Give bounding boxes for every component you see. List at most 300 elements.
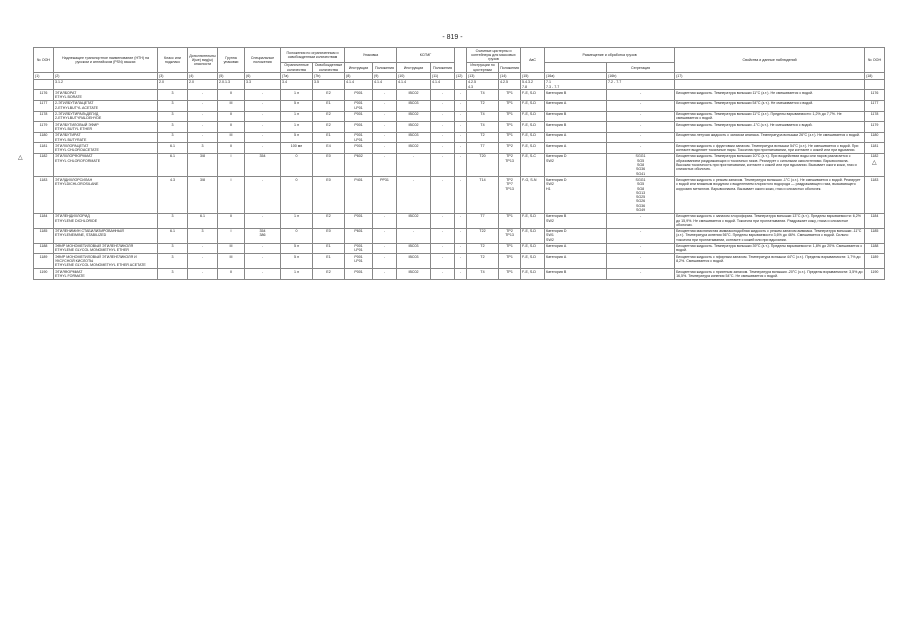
column-number: (12) <box>455 73 467 79</box>
cell-num: 1189 <box>34 254 54 269</box>
cell-ii: IBC03 <box>397 243 431 254</box>
column-ref: 2.0 <box>188 79 218 90</box>
cell-lq: 5 л <box>281 100 313 111</box>
cell-ems: F-G, S-N <box>521 177 545 213</box>
cell-ip: - <box>431 153 455 176</box>
cell-ti: T4 <box>467 111 499 122</box>
cell-extra: 3/8 <box>188 177 218 213</box>
cell-pg: II <box>218 269 245 280</box>
cell-tp: TP2 TP13 <box>499 153 521 176</box>
cell-props: Бесцветная жидкость. Температура вспышки -1°С (з.т.). Не смешивается с водой. <box>675 122 865 133</box>
cell-stow: Категория B <box>545 90 607 101</box>
cell-stow: Категория A <box>545 254 607 269</box>
cell-cls: 3 <box>158 269 188 280</box>
column-number: (6) <box>245 73 281 79</box>
table-row <box>34 254 885 269</box>
cell-seg: - <box>607 228 675 243</box>
cell-extra: 3 <box>188 143 218 154</box>
cell-extra: - <box>188 122 218 133</box>
cell-pi: P001 LP01 <box>345 243 373 254</box>
page-number: - 819 - <box>442 34 463 41</box>
cell-eq: E2 <box>313 122 345 133</box>
cell-extra: - <box>188 90 218 101</box>
cell-ti: T22 <box>467 228 499 243</box>
cell-num: 1177 <box>34 100 54 111</box>
cell-ip: - <box>431 143 455 154</box>
cell-props: Бесцветная жидкость. Температура вспышки 11°С (з.т.). Пределы взрываемости: 1,2% до 7,7%. Не смешивается с водой. <box>675 111 865 122</box>
cell-cls: 4.3 <box>158 177 188 213</box>
cell-extra: - <box>188 269 218 280</box>
cell-sp: - <box>245 177 281 213</box>
cell-pp: PP31 <box>373 177 397 213</box>
cell-ip: - <box>431 122 455 133</box>
cell-t12: - <box>455 228 467 243</box>
cell-ii: IBC02 <box>397 143 431 154</box>
column-ref: 2.0 <box>158 79 188 90</box>
cell-ip: - <box>431 269 455 280</box>
cell-name: ЭТИЛДИХЛОРСИЛАН ETHYLDICHLOROSILANE <box>54 177 158 213</box>
header-limited: Ограниченные количества <box>281 62 313 73</box>
cell-extra: - <box>188 132 218 143</box>
cell-pg: III <box>218 132 245 143</box>
cell-lq: 1 л <box>281 122 313 133</box>
cell-pg: I <box>218 153 245 176</box>
header-segregation: Сегрегация <box>607 62 675 73</box>
cell-extra: - <box>188 111 218 122</box>
cell-tp: TP1 <box>499 122 521 133</box>
cell-lq: 5 л <box>281 243 313 254</box>
table-row <box>34 90 885 101</box>
cell-pp: - <box>373 122 397 133</box>
table-row <box>34 143 885 154</box>
cell-ems: F-E, S-D <box>521 132 545 143</box>
column-ref: 5.4.3.2 7.8 <box>521 79 545 90</box>
cell-lq: 5 л <box>281 132 313 143</box>
header-ibc: КСГМГ <box>397 48 455 63</box>
cell-num2: 1184 <box>865 213 885 228</box>
header-ems: АвС <box>521 48 545 73</box>
cell-t12: - <box>455 254 467 269</box>
column-number: (8) <box>345 73 373 79</box>
header-ibc-prov: Положения <box>431 62 455 73</box>
cell-name: 2-ЭТИЛБУТИРАЛЬДЕГИД 2-ETHYLBUTYRALDEHYDE <box>54 111 158 122</box>
cell-num: 1176 <box>34 90 54 101</box>
cell-tp: TP1 <box>499 243 521 254</box>
cell-pi: P001 <box>345 111 373 122</box>
cell-props: Бесцветная жидкость. Температура вспышки 54°С (з.т.). Не смешивается с водой. <box>675 100 865 111</box>
cell-cls: 3 <box>158 213 188 228</box>
cell-stow: Категория A <box>545 132 607 143</box>
table-row <box>34 177 885 213</box>
cell-ti: T14 <box>467 177 499 213</box>
column-ref: 4.2.5 <box>499 79 521 90</box>
cell-pp: - <box>373 111 397 122</box>
table-row <box>34 132 885 143</box>
cell-pi: P001 <box>345 122 373 133</box>
cell-cls: 6.1 <box>158 143 188 154</box>
cell-t12: - <box>455 122 467 133</box>
header-tanks: Съемные цистерны и контейнеры для массовых грузов <box>467 48 521 63</box>
cell-lq: 5 л <box>281 254 313 269</box>
cell-ii: IBC02 <box>397 269 431 280</box>
column-number: (16a) <box>545 73 607 79</box>
cell-ems: F-E, S-D <box>521 213 545 228</box>
cell-ii: - <box>397 228 431 243</box>
cell-tp: TP1 <box>499 213 521 228</box>
column-ref: 4.1.4 <box>431 79 455 90</box>
change-mark-icon: △ <box>18 155 23 162</box>
cell-eq: E1 <box>313 100 345 111</box>
column-ref: 3.1.2 <box>54 79 158 90</box>
column-number: (4) <box>188 73 218 79</box>
cell-ip: - <box>431 243 455 254</box>
cell-num2: 1178 <box>865 111 885 122</box>
table-row <box>34 122 885 133</box>
cell-name: ЭТИЛБУТИЛОВЫЙ ЭФИР ETHYL BUTYL ETHER <box>54 122 158 133</box>
cell-extra: 3/8 <box>188 153 218 176</box>
column-number: (3) <box>158 73 188 79</box>
cell-ems: F-E, S-C <box>521 153 545 176</box>
cell-pi: P401 <box>345 177 373 213</box>
cell-ii: - <box>397 153 431 176</box>
cell-t12: - <box>455 90 467 101</box>
cell-props: Бесцветная жидкость с эфирным запахом. Температура вспышки 44°С (з.т.). Пределы взрываемости: 1,7% до 8,2%. Смешивается с водой. <box>675 254 865 269</box>
cell-pg: II <box>218 90 245 101</box>
cell-eq: E2 <box>313 269 345 280</box>
cell-eq: E2 <box>313 213 345 228</box>
cell-pg: III <box>218 100 245 111</box>
cell-pp: - <box>373 132 397 143</box>
cell-pi: P001 <box>345 213 373 228</box>
column-ref: 4.1.4 <box>345 79 373 90</box>
cell-eq: E0 <box>313 228 345 243</box>
cell-stow: Категория A <box>545 243 607 254</box>
cell-ip: - <box>431 228 455 243</box>
cell-num: 1188 <box>34 243 54 254</box>
cell-t12: - <box>455 177 467 213</box>
table-row <box>34 100 885 111</box>
cell-pg: II <box>218 143 245 154</box>
header-stowage <box>545 62 607 73</box>
cell-cls: 3 <box>158 132 188 143</box>
cell-lq: 1 л <box>281 111 313 122</box>
column-number: (10) <box>397 73 431 79</box>
cell-pp: - <box>373 254 397 269</box>
cell-name: ЭТИЛХЛОРФОРМИАТ ETHYL CHLOROFORMATE <box>54 153 158 176</box>
cell-t12: - <box>455 243 467 254</box>
header-pkg-prov: Положения <box>373 62 397 73</box>
cell-sp: - <box>245 243 281 254</box>
cell-ti: T4 <box>467 122 499 133</box>
cell-stow: Категория B <box>545 269 607 280</box>
cell-seg: SGG1 SG5 SG8 SG13 SG25 SG26 SG36 SG49 <box>607 177 675 213</box>
cell-ii: IBC02 <box>397 213 431 228</box>
cell-ems: F-E, S-D <box>521 111 545 122</box>
header-name: Надлежащее транспортное наименование (НТН) на русском и английском (PSN) языках <box>54 48 158 73</box>
cell-props: Бесцветная жидкость с фруктовым запахом. Температура вспышки 54°С (з.т.). Не смешивается с водой. При контакте выделяет токсичные пары. Токсична при проглатывании, при контакте с кожей или при вдыхании. <box>675 143 865 154</box>
cell-ip: - <box>431 111 455 122</box>
cell-eq: E1 <box>313 243 345 254</box>
cell-num: 1180 <box>34 132 54 143</box>
cell-tp: TP2 TP7 TP13 <box>499 177 521 213</box>
cell-t12: - <box>455 153 467 176</box>
cell-name: ЭТИЛБУТИРАТ ETHYL BUTYRATE <box>54 132 158 143</box>
cell-name: ЭТИЛХЛОРАЦЕТАТ ETHYL CHLOROACETATE <box>54 143 158 154</box>
header-pkg-instr: Инструкции <box>345 62 373 73</box>
cell-props: Бесцветная жидкость. Температура вспышки 10°С (з.т.). При воздействии воды или паров разлагается с образованием раздражающих и токсичных газов. Реагирует с сильными окислителями. Взрывоопасна. Высокая токсичность при проглатывании, контакте с кожей или при вдыхании. Вызывает ожоги кожи, глаз и слизистых оболочек. <box>675 153 865 176</box>
header-stowage-group: Размещение и обработка грузов <box>545 48 675 63</box>
column-ref <box>455 79 467 90</box>
header-packing: Упаковка <box>345 48 397 63</box>
cell-tp: TP1 <box>499 254 521 269</box>
cell-t12: - <box>455 269 467 280</box>
cell-num2: 1190 <box>865 269 885 280</box>
cell-t12: - <box>455 213 467 228</box>
cell-lq: 0 <box>281 177 313 213</box>
cell-num2: 1180 <box>865 132 885 143</box>
cell-ii: - <box>397 177 431 213</box>
cell-ti: T7 <box>467 213 499 228</box>
cell-num: 1184 <box>34 213 54 228</box>
cell-pi: P001 <box>345 269 373 280</box>
cell-stow: Категория D SW2 <box>545 153 607 176</box>
cell-num2: 1188 <box>865 243 885 254</box>
header-excepted: Освобожденные количества <box>313 62 345 73</box>
header-packing-group: Группа упаковки <box>218 48 245 73</box>
cell-ems: F-E, S-D <box>521 254 545 269</box>
cell-sp: - <box>245 132 281 143</box>
cell-extra: - <box>188 254 218 269</box>
cell-name: ЭФИР МОНОМЕТИЛОВЫЙ ЭТИЛЕНГЛИКОЛЯ И УКСУСНОЙ КИСЛОТЫ ETHYLENE GLYCOL MONOMETHYL ETHER ACETATE <box>54 254 158 269</box>
cell-cls: 3 <box>158 254 188 269</box>
cell-num2: 1181 <box>865 143 885 154</box>
table-row <box>34 153 885 176</box>
cell-pp: - <box>373 143 397 154</box>
cell-tp: TP2 TP13 <box>499 228 521 243</box>
column-ref: 2.0.1.3 <box>218 79 245 90</box>
cell-lq: 0 <box>281 153 313 176</box>
cell-stow: Категория D SW2 H1 <box>545 177 607 213</box>
column-ref: 7.2 - 7.7 <box>607 79 675 90</box>
cell-lq: 1 л <box>281 269 313 280</box>
header-properties: Свойства и данные наблюдений <box>675 48 865 73</box>
cell-seg: - <box>607 100 675 111</box>
cell-ii: IBC02 <box>397 122 431 133</box>
cell-extra: - <box>188 100 218 111</box>
cell-seg: SGG1 SG5 SG8 SG36 SG41 <box>607 153 675 176</box>
cell-num2: 1183 <box>865 177 885 213</box>
cell-tp: TP1 <box>499 111 521 122</box>
header-special: Специальные положения <box>245 48 281 73</box>
cell-sp: - <box>245 143 281 154</box>
table-body <box>34 90 885 279</box>
cell-t12: - <box>455 132 467 143</box>
cell-ip: - <box>431 90 455 101</box>
cell-eq: E1 <box>313 254 345 269</box>
table-row <box>34 213 885 228</box>
cell-sp: - <box>245 111 281 122</box>
cell-name: ЭТИЛЕНИМИН СТАБИЛИЗИРОВАННЫЙ ETHYLENEIMINE, STABILIZED <box>54 228 158 243</box>
cell-pp: - <box>373 269 397 280</box>
cell-ii: IBC03 <box>397 100 431 111</box>
cell-ems: F-E, S-D <box>521 122 545 133</box>
table-row <box>34 243 885 254</box>
cell-num2: 1177 <box>865 100 885 111</box>
cell-ti: T4 <box>467 269 499 280</box>
cell-lq: 1 л <box>281 90 313 101</box>
cell-num2: 1185 <box>865 228 885 243</box>
cell-num: 1182 <box>34 153 54 176</box>
header-class: Класс или подкласс <box>158 48 188 73</box>
cell-pg: III <box>218 254 245 269</box>
cell-sp: - <box>245 269 281 280</box>
column-number: (14) <box>499 73 521 79</box>
cell-num: 1181 <box>34 143 54 154</box>
cell-t12: - <box>455 100 467 111</box>
cell-cls: 6.1 <box>158 153 188 176</box>
cell-ti: T2 <box>467 243 499 254</box>
column-ref: 4.2.5 4.3 <box>467 79 499 90</box>
cell-sp: - <box>245 90 281 101</box>
cell-ii: IBC02 <box>397 90 431 101</box>
cell-stow: Категория B <box>545 111 607 122</box>
cell-cls: 3 <box>158 111 188 122</box>
header-tank-prov: Положения <box>499 62 521 73</box>
column-number: (1) <box>34 73 54 79</box>
cell-ems: F-E, S-D <box>521 228 545 243</box>
cell-pp: - <box>373 213 397 228</box>
column-ref: 7.1 7.3 - 7.7 <box>545 79 607 90</box>
cell-ems: F-E, S-D <box>521 269 545 280</box>
cell-sp: - <box>245 254 281 269</box>
cell-stow: Категория B <box>545 122 607 133</box>
cell-props: Бесцветная жидкость с приятным запахом. Температура вспышки -20°С (з.т.). Пределы взрываемости: 3,5% до 16,5%. Температура кипения 54°С. Не смешивается с водой. <box>675 269 865 280</box>
cell-pp: - <box>373 90 397 101</box>
cell-pi: P602 <box>345 153 373 176</box>
cell-seg: - <box>607 254 675 269</box>
cell-name: ЭТИЛФОРМИАТ ETHYL FORMATE <box>54 269 158 280</box>
cell-seg: - <box>607 269 675 280</box>
cell-num2: 1176 <box>865 90 885 101</box>
cell-ti: T7 <box>467 143 499 154</box>
column-ref <box>34 79 54 90</box>
cell-pg: II <box>218 213 245 228</box>
cell-ii: IBC03 <box>397 254 431 269</box>
cell-ii: IBC02 <box>397 111 431 122</box>
cell-pi: P001 <box>345 90 373 101</box>
cell-seg: - <box>607 122 675 133</box>
cell-name: ЭТИЛЕНДИХЛОРИД ETHYLENE DICHLORIDE <box>54 213 158 228</box>
cell-cls: 3 <box>158 100 188 111</box>
cell-cls: 3 <box>158 90 188 101</box>
cell-pg: I <box>218 228 245 243</box>
cell-ti: T2 <box>467 100 499 111</box>
cell-pi: P001 LP01 <box>345 132 373 143</box>
cell-ii: IBC03 <box>397 132 431 143</box>
header-num: № ООН <box>34 48 54 73</box>
cell-num2: 1189 <box>865 254 885 269</box>
cell-num2: 1182 <box>865 153 885 176</box>
header-extra-danger: Дополнительный(ые) вид(ы) опасности <box>188 48 218 73</box>
cell-seg: - <box>607 243 675 254</box>
cell-sp: - <box>245 213 281 228</box>
cell-extra: 6.1 <box>188 213 218 228</box>
column-number: (2) <box>54 73 158 79</box>
cell-ip: - <box>431 254 455 269</box>
header-col12 <box>455 48 467 73</box>
cell-tp: TP1 <box>499 269 521 280</box>
cell-stow: Категория D SW1 SW2 <box>545 228 607 243</box>
cell-lq: 0 <box>281 228 313 243</box>
cell-cls: 3 <box>158 243 188 254</box>
cell-pg: I <box>218 177 245 213</box>
cell-extra: 3 <box>188 228 218 243</box>
cell-pi: P601 <box>345 228 373 243</box>
cell-extra: - <box>188 243 218 254</box>
header-tank-instr: Инструкции по цистерным <box>467 62 499 73</box>
cell-eq: E1 <box>313 132 345 143</box>
cell-num: 1179 <box>34 122 54 133</box>
cell-sp: 354 386 <box>245 228 281 243</box>
cell-num2: 1179 <box>865 122 885 133</box>
cell-seg: - <box>607 143 675 154</box>
cell-tp: TP2 <box>499 143 521 154</box>
cell-props: Бесцветная маслянистая аммиакоподобная жидкость с резким запахом аммиака. Температура вспышки -11°С (з.т.). Температура кипения 56°С. Пределы взрываемости 3,6% до 46%. Смешивается с водой. Сильно токсична при проглатывании, контакте с кожей или при вдыхании. <box>675 228 865 243</box>
cell-ip: - <box>431 213 455 228</box>
column-number: (15) <box>521 73 545 79</box>
cell-num: 1183 <box>34 177 54 213</box>
cell-tp: TP1 <box>499 100 521 111</box>
cell-sp: 354 <box>245 153 281 176</box>
cell-seg: - <box>607 90 675 101</box>
cell-cls: 6.1 <box>158 228 188 243</box>
column-refs-row <box>34 79 885 90</box>
cell-ti: T20 <box>467 153 499 176</box>
column-number: (13) <box>467 73 499 79</box>
column-number: (9) <box>373 73 397 79</box>
cell-ip: - <box>431 132 455 143</box>
cell-tp: TP1 <box>499 132 521 143</box>
column-number: (17) <box>675 73 865 79</box>
table-row <box>34 111 885 122</box>
column-number: (5) <box>218 73 245 79</box>
cell-ip: - <box>431 177 455 213</box>
cell-pp: - <box>373 100 397 111</box>
cell-cls: 3 <box>158 122 188 133</box>
column-number: (7a) <box>281 73 313 79</box>
cell-eq: E4 <box>313 143 345 154</box>
cell-ems: F-E, S-D <box>521 100 545 111</box>
table-row <box>34 269 885 280</box>
cell-seg: - <box>607 132 675 143</box>
cell-eq: E0 <box>313 153 345 176</box>
cell-pg: II <box>218 111 245 122</box>
cell-pi: P001 LP01 <box>345 100 373 111</box>
cell-props: Бесцветная летучая жидкость с запахом ананаса. Температура вспышки 26°С (з.т.). Не смешивается с водой. <box>675 132 865 143</box>
header-ibc-instr: Инструкции <box>397 62 431 73</box>
cell-stow: Категория B SW2 <box>545 213 607 228</box>
cell-pp: - <box>373 243 397 254</box>
cell-num: 1190 <box>34 269 54 280</box>
cell-ip: - <box>431 100 455 111</box>
cell-ti: T2 <box>467 132 499 143</box>
cell-name: 2-ЭТИЛБУТИЛАЦЕТАТ 2-ETHYLBUTYL ACETATE <box>54 100 158 111</box>
cell-eq: E2 <box>313 90 345 101</box>
dangerous-goods-table <box>33 47 885 280</box>
header-num-end: № ООН <box>865 48 885 73</box>
cell-props: Бесцветная жидкость. Температура вспышки 11°С (з.т.). Не смешивается с водой. <box>675 90 865 101</box>
column-ref: 4.1.4 <box>373 79 397 90</box>
